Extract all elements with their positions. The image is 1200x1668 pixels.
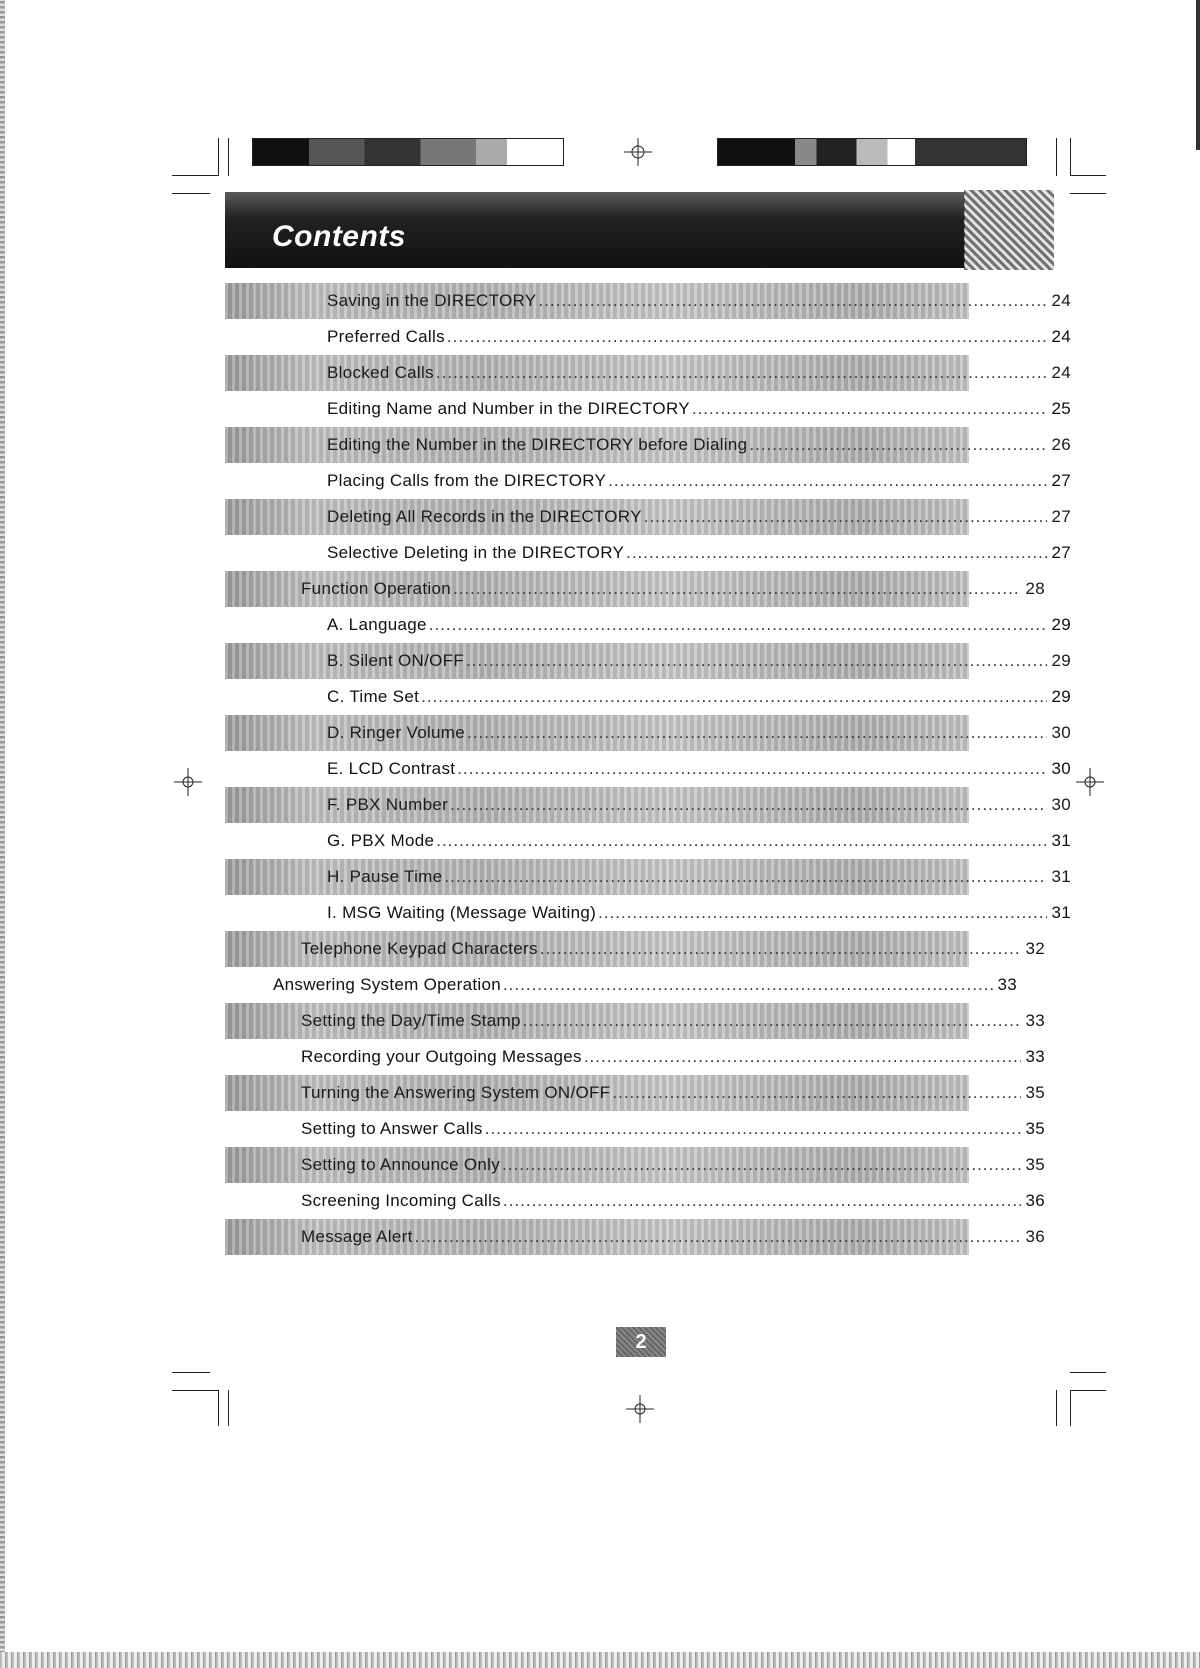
toc-dot-leader [444,867,1047,887]
toc-entry-title: Setting to Announce Only [301,1155,501,1174]
toc-entry-content [225,903,1083,923]
toc-entry-page: 32 [1025,939,1045,958]
toc-entry [225,715,1071,751]
toc-entry-title: Editing Name and Number in the DIRECTORY [327,399,690,418]
toc-entry-page: 24 [1051,291,1071,310]
toc-entry-content [225,975,1029,995]
toc-entry [225,1075,1045,1111]
toc-dot-leader [523,1011,1021,1031]
toc-entry-page: 31 [1051,903,1071,922]
toc-entry-page: 24 [1051,327,1071,346]
toc-entry-page: 27 [1051,471,1071,490]
toc-entry-content [225,1191,1057,1211]
toc-entry-page: 35 [1025,1119,1045,1138]
toc-dot-leader [598,903,1047,923]
toc-dot-leader [538,291,1047,311]
toc-entry-page: 33 [997,975,1017,994]
toc-dot-leader [467,723,1047,743]
toc-entry-page: 29 [1051,687,1071,706]
toc-entry-title: C. Time Set [327,687,420,706]
toc-entry [225,751,1071,787]
toc-entry-content [225,1227,1057,1247]
toc-entry [225,1003,1045,1039]
crop-mark [228,138,229,176]
toc-entry [225,1219,1045,1255]
toc-entry-content [225,723,1083,743]
toc-entry-content [225,687,1083,707]
crop-mark [218,1390,219,1426]
toc-entry-title: Setting to Answer Calls [301,1119,483,1138]
toc-entry-content [225,1119,1057,1139]
toc-entry-title: Placing Calls from the DIRECTORY [327,471,607,490]
toc-entry [225,931,1045,967]
toc-entry-page: 35 [1025,1083,1045,1102]
toc-entry-content [225,1083,1057,1103]
toc-entry-title: Telephone Keypad Characters [301,939,538,958]
toc-entry [225,1111,1045,1147]
toc-entry [225,859,1071,895]
toc-entry [225,679,1071,715]
toc-entry [225,967,1017,1003]
toc-dot-leader [429,615,1047,635]
toc-dot-leader [502,1155,1021,1175]
toc-entry-content [225,579,1057,599]
toc-entry [225,1039,1045,1075]
toc-entry-title: A. Language [327,615,427,634]
toc-entry-title: Blocked Calls [327,363,434,382]
toc-entry-title: Selective Deleting in the DIRECTORY [327,543,625,562]
crop-mark [172,1390,218,1391]
toc-entry-page: 25 [1051,399,1071,418]
toc-entry-page: 28 [1025,579,1045,598]
registration-mark-icon [174,768,202,796]
toc-entry-content [225,327,1083,347]
toc-entry [225,643,1071,679]
toc-entry-title: Preferred Calls [327,327,445,346]
crop-mark [218,138,219,176]
scan-edge-left [0,0,5,1668]
table-of-contents [225,283,1071,1255]
page-number: 2 [616,1327,666,1357]
toc-entry [225,283,1071,319]
toc-entry-title: Deleting All Records in the DIRECTORY [327,507,642,526]
toc-entry-page: 27 [1051,507,1071,526]
toc-dot-leader [436,831,1047,851]
toc-entry [225,787,1071,823]
toc-entry-title: Screening Incoming Calls [301,1191,501,1210]
toc-dot-leader [584,1047,1021,1067]
crop-mark [1070,1390,1106,1391]
crop-mark [228,1390,229,1426]
registration-mark-icon [626,1395,654,1423]
toc-entry-page: 29 [1051,615,1071,634]
crop-mark [1070,193,1106,194]
toc-entry-page: 30 [1051,795,1071,814]
toc-entry-content [225,399,1083,419]
toc-entry-page: 35 [1025,1155,1045,1174]
toc-dot-leader [503,975,993,995]
crop-mark [1070,175,1106,176]
toc-entry-content [225,1047,1057,1067]
toc-entry-content [225,939,1057,959]
toc-entry-page: 31 [1051,831,1071,850]
toc-entry [225,499,1071,535]
toc-dot-leader [466,651,1047,671]
toc-entry-title: Answering System Operation [273,975,501,994]
toc-dot-leader [608,471,1047,491]
crop-mark [172,1372,210,1373]
toc-entry [225,607,1071,643]
toc-entry-content [225,471,1083,491]
crop-mark [1056,1390,1057,1426]
toc-entry-content [225,651,1083,671]
toc-entry-title: Saving in the DIRECTORY [327,291,537,310]
toc-entry-content [225,867,1083,887]
toc-entry-content [225,543,1083,563]
toc-dot-leader [457,759,1047,779]
toc-dot-leader [421,687,1047,707]
page-title: Contents [272,220,406,253]
toc-entry-page: 33 [1025,1047,1045,1066]
crop-mark [172,193,210,194]
toc-entry [225,823,1071,859]
toc-entry-content [225,507,1083,527]
toc-entry-content [225,759,1083,779]
toc-entry-content [225,795,1083,815]
toc-entry [225,427,1071,463]
toc-entry-page: 24 [1051,363,1071,382]
toc-entry-title: Message Alert [301,1227,413,1246]
toc-entry [225,1147,1045,1183]
color-bar-right [717,138,1027,166]
toc-entry-title: Recording your Outgoing Messages [301,1047,582,1066]
scan-noise-block [964,190,1054,270]
crop-mark [1070,1390,1071,1426]
registration-mark-icon [624,138,652,166]
toc-dot-leader [450,795,1047,815]
crop-mark [172,175,218,176]
scan-edge-bottom [0,1652,1200,1668]
toc-dot-leader [485,1119,1021,1139]
toc-dot-leader [644,507,1047,527]
toc-dot-leader [692,399,1047,419]
toc-entry-title: I. MSG Waiting (Message Waiting) [327,903,597,922]
toc-entry [225,1183,1045,1219]
toc-entry-title: H. Pause Time [327,867,443,886]
toc-entry-content [225,1155,1057,1175]
toc-entry [225,571,1045,607]
toc-entry [225,895,1071,931]
toc-entry-page: 30 [1051,759,1071,778]
toc-entry-page: 33 [1025,1011,1045,1030]
toc-entry-title: Function Operation [301,579,451,598]
toc-entry-page: 26 [1051,435,1071,454]
toc-dot-leader [626,543,1047,563]
toc-entry [225,535,1071,571]
toc-entry-title: E. LCD Contrast [327,759,456,778]
toc-entry-title: Turning the Answering System ON/OFF [301,1083,611,1102]
toc-entry-content [225,831,1083,851]
toc-dot-leader [415,1227,1021,1247]
crop-mark [1056,138,1057,176]
toc-entry-page: 27 [1051,543,1071,562]
toc-entry [225,355,1071,391]
toc-dot-leader [503,1191,1021,1211]
toc-entry-title: B. Silent ON/OFF [327,651,465,670]
toc-dot-leader [453,579,1021,599]
toc-entry-title: D. Ringer Volume [327,723,466,742]
toc-entry-page: 36 [1025,1191,1045,1210]
toc-entry-content [225,1011,1057,1031]
toc-entry-title: Setting the Day/Time Stamp [301,1011,521,1030]
scan-edge-right [1196,0,1200,150]
toc-entry [225,391,1071,427]
toc-entry [225,463,1071,499]
toc-entry-page: 30 [1051,723,1071,742]
toc-dot-leader [540,939,1021,959]
toc-entry-title: G. PBX Mode [327,831,435,850]
crop-mark [1070,138,1071,176]
toc-entry-title: F. PBX Number [327,795,449,814]
toc-dot-leader [612,1083,1021,1103]
toc-entry-content [225,291,1083,311]
crop-mark [1070,1372,1106,1373]
toc-entry [225,319,1071,355]
toc-entry-content [225,435,1083,455]
toc-entry-content [225,615,1083,635]
toc-dot-leader [447,327,1047,347]
toc-entry-page: 31 [1051,867,1071,886]
toc-entry-content [225,363,1083,383]
color-bar-left [252,138,564,166]
toc-entry-page: 36 [1025,1227,1045,1246]
toc-dot-leader [436,363,1047,383]
toc-entry-page: 29 [1051,651,1071,670]
toc-entry-title: Editing the Number in the DIRECTORY before Dialing [327,435,748,454]
toc-dot-leader [749,435,1047,455]
